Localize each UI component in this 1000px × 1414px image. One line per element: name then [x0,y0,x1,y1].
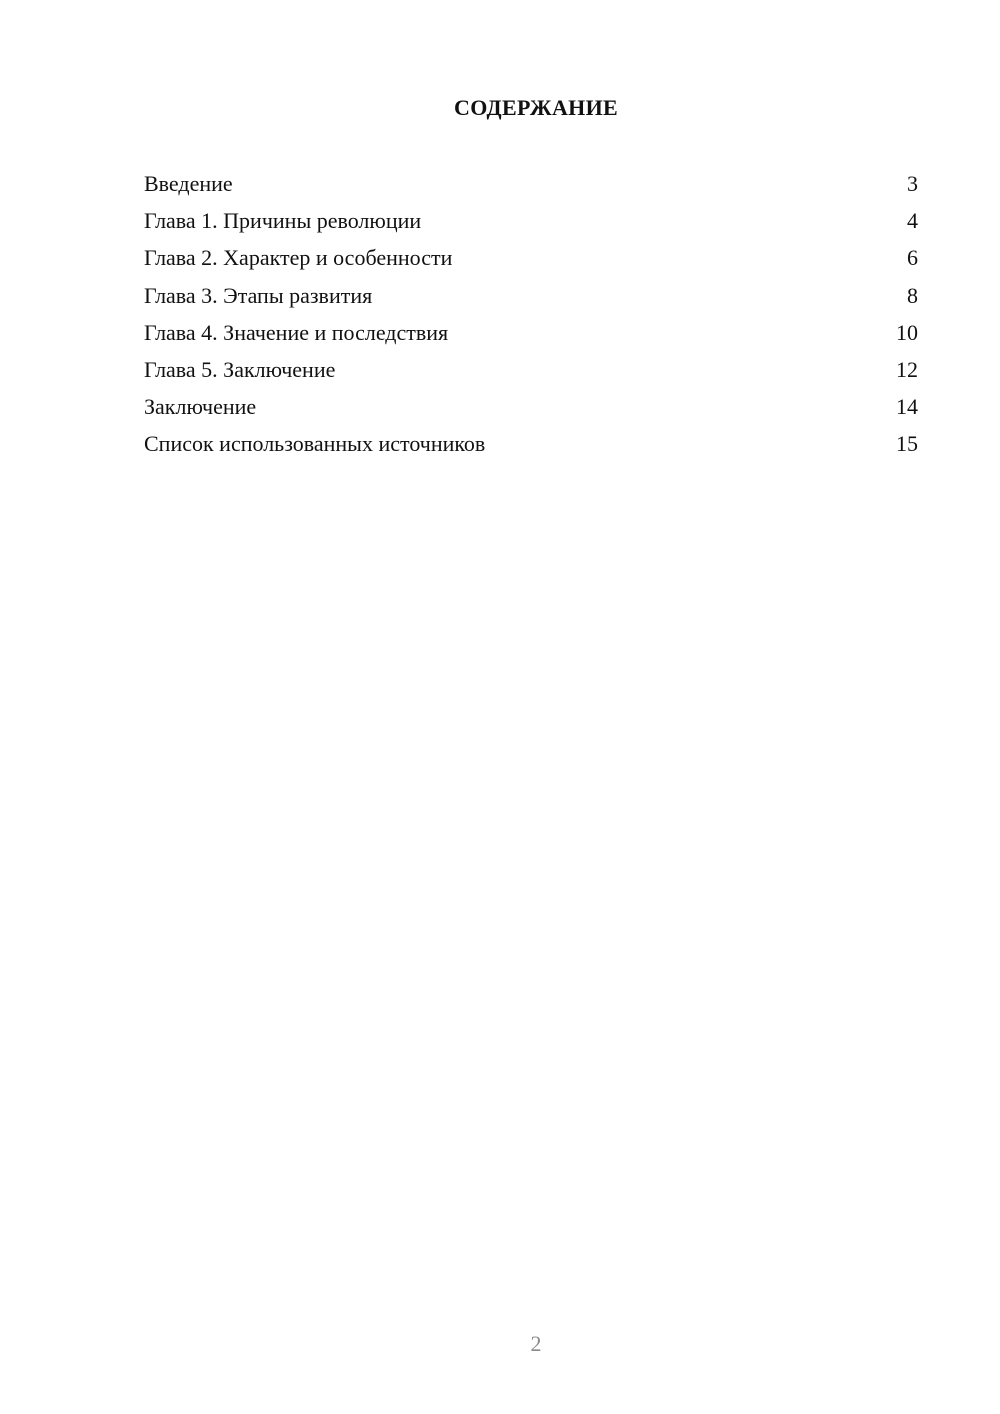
toc-entry-label: Глава 1. Причины революции [144,208,422,234]
toc-entry-page: 10 [896,319,918,345]
toc-entry-chapter-4 [144,317,918,354]
toc-entry-page: 12 [896,356,918,382]
toc-entry-conclusion [144,391,918,428]
toc-entry-page: 15 [896,431,918,457]
table-of-contents [144,168,918,466]
page-title: СОДЕРЖАНИЕ [454,95,618,120]
toc-entry-references [144,428,918,465]
toc-entry-label: Глава 4. Значение и последствия [144,319,449,345]
toc-entry-label: Глава 3. Этапы развития [144,282,373,308]
toc-entry-label: Заключение [144,394,257,420]
toc-entry-page: 8 [907,282,918,308]
page-number: 2 [530,1331,542,1356]
toc-entry-label: Введение [144,171,233,196]
toc-entry-chapter-5 [144,354,918,391]
toc-entry-label: Глава 2. Характер и особенности [144,245,453,271]
toc-entry-introduction [144,168,918,205]
toc-entry-page: 6 [907,245,918,271]
toc-entry-page: 4 [907,208,918,234]
toc-entry-page: 3 [907,171,918,196]
toc-entry-label: Глава 5. Заключение [144,356,336,382]
toc-entry-chapter-3 [144,280,918,317]
toc-entry-page: 14 [896,394,918,420]
toc-entry-chapter-2 [144,242,918,279]
toc-entry-chapter-1 [144,205,918,242]
toc-entry-label: Список использованных источников [144,431,486,457]
